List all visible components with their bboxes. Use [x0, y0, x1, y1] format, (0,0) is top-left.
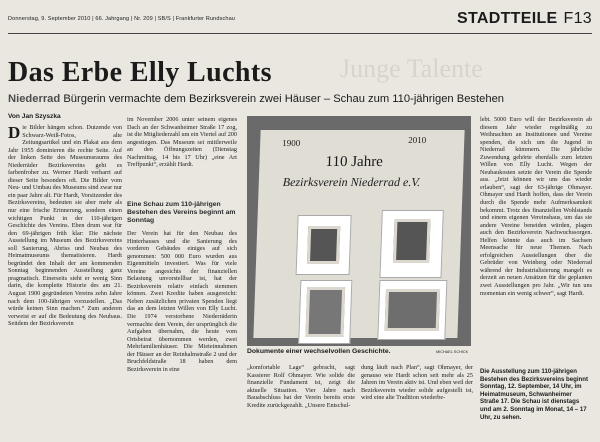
pull-quote: Eine Schau zum 110-jährigen Bestehen des Vereins beginnt am Sonntag	[127, 201, 236, 225]
article-byline: Von Jan Szyszka	[8, 113, 61, 120]
article-column-4: lebt. 5000 Euro will der Bezirksverein ab diesem Jahr wieder regelmäßig zu Weihnachten an Institutionen und Vereine spenden, die sich um die Jugend in Niederrad kümmern. Die jährliche Zuwendung gehörte ebenfalls zum letzten Willen von Elly Lucht. Wegen der Neubaukosten setzte der Verein die Spende aus. „Jetzt können wir uns das wieder erlauben“, sagt der 63-jährige Ohmayer. Ohmayer und Hardt hoffen, dass der Verein durch die Spende mehr Aufmerksamkeit bekommt. Trotz des finanziellen Wohlstands und einem eigenen Vereinshaus, um das sie andere Vereine beneiden würden, plagen auch den Bezirksverein Nachwuchssorgen. Helfen könnte das auch im Sachsen Meensache für neue Themen. Nach erfolgreichen Ausstellungen über die Gebrüder von Weinberg oder Niederrad während der Industrialisierung mangelt es derzeit an neuen Ansätzen für die geplanten zwei Ausstellungen pro Jahr. „Wir tun uns momentan ein wenig schwer“, sagt Hardt.	[480, 116, 592, 297]
poster-year-right: 2010	[408, 135, 427, 145]
article-photo	[247, 116, 471, 346]
historic-photo	[305, 287, 345, 337]
poster-year-left: 1900	[282, 138, 301, 148]
photo-credit: MICHAEL SCHICK	[436, 350, 469, 354]
poster-subtitle: Bezirksverein Niederrad e.V.	[282, 175, 421, 189]
page-number: F13	[563, 10, 592, 27]
photo-caption: Dokumente einer wechselvollen Geschichte.	[247, 348, 391, 355]
portrait-photo	[393, 219, 431, 263]
article-headline: Das Erbe Elly Luchts	[8, 57, 272, 88]
photo-frame	[377, 280, 447, 340]
portrait-photo	[307, 226, 340, 264]
ghost-headline-bleedthrough: Junge Talente	[340, 54, 483, 83]
article-subheadline	[8, 93, 504, 105]
subheadline-text: Bürgerin vermachte dem Bezirksverein zwei Häuser – Schau zum 110-jährigen Bestehen	[63, 93, 505, 105]
exhibition-info-box: Die Ausstellung zum 110-jährigen Bestehen des Bezirksvereins beginnt Sonntag, 12. September, 14 Uhr, im Heimatmuseum, Schwanheimer Straße 17. Die Schau ist dienstags und am 2. Sonntag im Monat, 14 – 17 Uhr, zu sehen.	[480, 368, 589, 421]
article-column-1	[8, 124, 122, 436]
historic-photo	[385, 289, 440, 331]
anniversary-poster	[253, 130, 464, 338]
drop-cap: D	[8, 124, 21, 142]
article-location: Niederrad	[8, 93, 61, 105]
photo-frame	[298, 280, 352, 344]
portrait-frame	[379, 210, 443, 278]
article-column-3b: dung läuft nach Plan“, sagt Ohmayer, der genauso wie Hardt schon seit mehr als 25 Jahren im Verein aktiv ist. Und eben weil der Bezirksverein wieder solide aufgestellt ist, wird eine alte Tradition wiederbe-	[361, 364, 473, 402]
portrait-frame	[296, 215, 352, 275]
poster-title: 110 Jahre	[325, 154, 384, 170]
article-column-2-bottom: Der Verein hat für den Neubau des Hinterhauses und die Sanierung des vorderen Gebäudes einiges auf sich genommen: 500 000 Euro wurden aus Eigenmitteln investiert. Was für viele Vereine angesichts der finanziellen Belastung unvorstellbar ist, hat der Bezirksverein relativ einfach stemmen können. Zwei Kredite haben ausgereicht: Neben zusätzlichen privaten Spenden liegt das an dem letzten Willen von Elly Lucht. Die 1974 verstorbene Niederräderin vermachte dem Verein, der ursprünglich die Aufgaben übernahm, die heute vom Ortsbeirat übernommen werden, zwei Mehrfamilienhäuser. Die Mieteinnahmen der Häuser an der Reinhalmstraße 2 und der Bruchfeldstraße 18 haben dem Bezirksverein in eine	[127, 230, 237, 373]
masthead-dateline: Donnerstag, 9. September 2010 | 66. Jahrgang | Nr. 209 | SB/S | Frankfurter Rundschau	[8, 16, 235, 22]
section-name: STADTTEILE	[457, 10, 558, 27]
header-rule	[8, 33, 592, 34]
article-column-2-top: im November 2006 unter seinem eigenes Dach an der Schwanheimer Straße 17 zog, ist die Mitgliederzahl um ein Viertel auf 200 angestiegen. Das Museum sei mittlerweile an den Öffnungszeiten (Dienstag Nachmittag, 14 bis 17 Uhr) „eine Art Treffpunkt“, erzählt Hardt.	[127, 116, 237, 169]
article-column-3a: „komfortable Lage“ gebracht, sagt Kassierer Rolf Ohmayer. Wie solide die finanzielle Fundament ist, zeigt die aktuelle Situation. Vier Jahre nach Bauabschluss hat der Verein bereits erste Kredite zurückgezahlt. „Unsere Entschul-	[247, 364, 355, 409]
column-1-text: ie Bilder hängen schon. Dutzende von Schwarz-Weiß-Fotos, alte Zeitungsartikel und ein Plakat aus dem Jahr 1955 dominieren die rechte Seite. Auf der linken Seite des Museumsraums des Niederräder Bezirksvereins geht es farbenfroher zu. Werner Hardt verharrt auf dieser Seite besonders oft. Die Bilder vom Neu- und Umbau des Museums sind zwar nur ein paar Jahre alt. Für Hardt, Vorsitzender des Bezirksvereins, bedeuten sie aber mehr als nur eine frische Erinnerung, sondern einen wichtigen Punkt in der 110-jährigen Geschichte des Vereins. Eben drum war für den 69-jährigen früh klar: Die nächste Ausstellung im Museum des Bezirksvereins soll Sanierung, Abriss und Neubau des Heimatmuseums thematisieren. Hardt begründet den Inhalt der am kommenden Sonntag beginnenden Ausstellung ganz pragmatisch. Einerseits sieht er wenig Sinn darin, die komplette Historie des am 21. August 1900 gegründeten Vereins zehn Jahre nach dem 100-Jährigen vorzustellen. „Das würde keinen Sinn machen.“ Zum anderen verweist er auf die Bedeutung des Neubaus. Seitdem der Bezirksverein	[8, 124, 122, 328]
section-header	[457, 10, 592, 28]
